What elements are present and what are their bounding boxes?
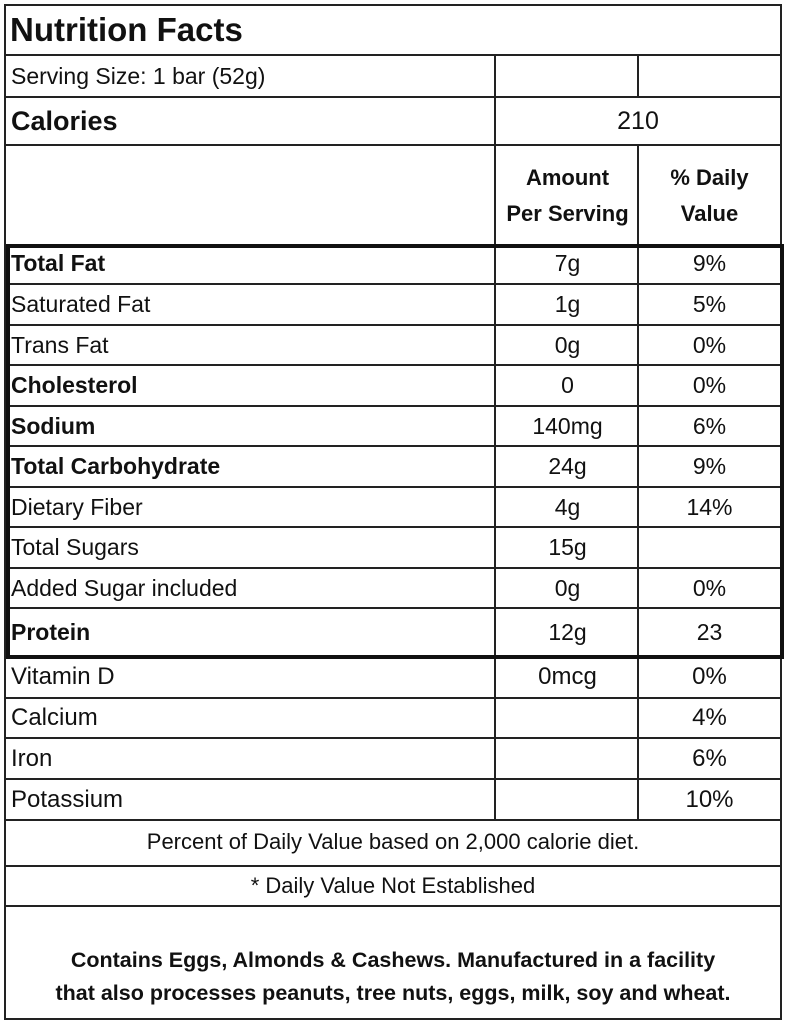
- table-row: [6, 739, 780, 780]
- nutrient-name: Total Fat: [11, 250, 106, 276]
- nutrient-daily-value: 0%: [692, 574, 727, 601]
- title-row: [6, 6, 780, 56]
- divider: [494, 56, 496, 96]
- nutrition-facts-label: [4, 4, 782, 1020]
- nutrient-name: Sodium: [11, 412, 96, 439]
- table-row: [6, 657, 780, 699]
- dv-note-row: [6, 867, 780, 907]
- amount-per-serving-header: Amount Per Serving: [506, 165, 629, 226]
- nutrient-daily-value: 0%: [692, 372, 727, 398]
- table-row: [6, 326, 780, 366]
- nutrient-name: Added Sugar included: [11, 574, 238, 601]
- table-row: [6, 244, 780, 285]
- nutrient-daily-value: 10%: [685, 785, 734, 813]
- calories-row: [6, 98, 780, 146]
- table-row: [6, 407, 780, 447]
- nutrient-amount: [496, 780, 639, 819]
- nutrient-daily-value: 14%: [686, 493, 733, 520]
- calories-label: Calories: [11, 105, 118, 136]
- nutrient-name: Protein: [11, 619, 91, 645]
- nutrient-daily-value: 23: [696, 619, 723, 645]
- label-title: Nutrition Facts: [10, 11, 243, 48]
- nutrient-name: Dietary Fiber: [11, 493, 143, 520]
- nutrient-name: Trans Fat: [11, 331, 109, 358]
- nutrient-name: Calcium: [11, 704, 98, 731]
- table-row: [6, 609, 780, 658]
- nutrient-name: Total Sugars: [11, 534, 139, 560]
- table-row: [6, 699, 780, 739]
- nutrient-amount: [496, 699, 639, 737]
- table-row: [6, 285, 780, 326]
- footnote-row: [6, 819, 780, 867]
- daily-value-footnote: Percent of Daily Value based on 2,000 calorie diet.: [146, 829, 640, 854]
- daily-value-not-established: * Daily Value Not Established: [250, 873, 536, 898]
- nutrient-daily-value: 4%: [692, 704, 727, 731]
- nutrient-amount: 4g: [554, 493, 581, 520]
- column-header-row: [6, 146, 780, 246]
- table-row: [6, 569, 780, 609]
- allergen-statement: Contains Eggs, Almonds & Cashews. Manufactured in a facility that also processes peanuts, tree nuts, eggs, milk, soy and wheat.: [55, 948, 731, 1005]
- nutrient-amount: 0mcg: [538, 663, 597, 690]
- nutrient-name: Vitamin D: [11, 663, 115, 690]
- table-row: [6, 366, 780, 407]
- nutrient-daily-value: 9%: [692, 250, 727, 276]
- nutrient-amount: 15g: [548, 534, 587, 560]
- nutrient-daily-value: 6%: [692, 744, 727, 772]
- nutrient-amount: 12g: [548, 619, 587, 645]
- nutrient-amount: 24g: [548, 453, 587, 479]
- nutrient-amount: 140mg: [532, 412, 603, 439]
- nutrient-amount: 0g: [554, 574, 581, 601]
- nutrient-name: Saturated Fat: [11, 291, 151, 317]
- nutrient-daily-value: 0%: [692, 663, 727, 690]
- table-row: [6, 447, 780, 488]
- nutrient-amount: 0g: [554, 331, 581, 358]
- nutrient-name: Potassium: [11, 785, 124, 813]
- divider: [637, 56, 639, 96]
- nutrient-daily-value: [639, 528, 780, 567]
- serving-size-row: [6, 56, 780, 98]
- table-row: [6, 528, 780, 569]
- nutrient-amount: 0: [561, 372, 574, 398]
- nutrient-daily-value: 5%: [692, 291, 727, 317]
- nutrient-name: Cholesterol: [11, 372, 138, 398]
- nutrient-name: Total Carbohydrate: [11, 453, 221, 479]
- table-row: [6, 488, 780, 528]
- daily-value-header: % Daily Value: [670, 165, 749, 226]
- nutrient-amount: 1g: [554, 291, 581, 317]
- nutrient-daily-value: 0%: [692, 331, 727, 358]
- nutrient-name: Iron: [11, 744, 53, 772]
- allergen-row: [6, 907, 780, 1018]
- serving-size: Serving Size: 1 bar (52g): [11, 62, 266, 89]
- nutrient-daily-value: 9%: [692, 453, 727, 479]
- nutrient-daily-value: 6%: [692, 412, 727, 439]
- calories-value: 210: [617, 106, 659, 135]
- table-row: [6, 780, 780, 821]
- nutrient-amount: [496, 739, 639, 778]
- nutrient-amount: 7g: [554, 250, 581, 276]
